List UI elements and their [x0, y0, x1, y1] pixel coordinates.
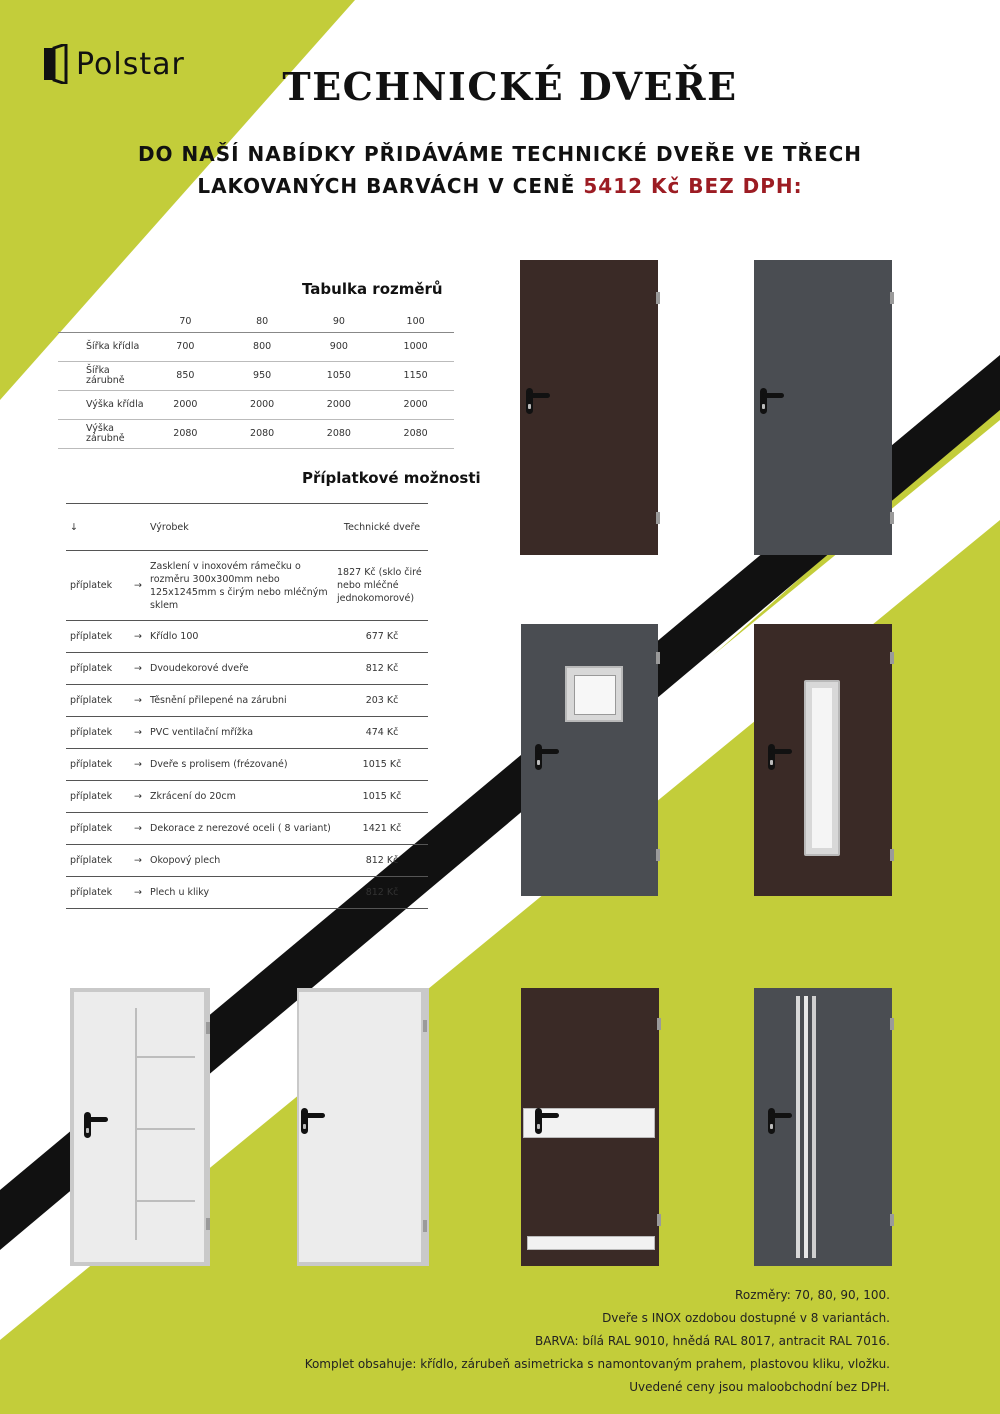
table-cell: 900 [301, 333, 378, 362]
arrow-right-icon: → [133, 781, 149, 813]
option-price: 1015 Kč [336, 781, 428, 813]
subtitle-line-2 [130, 170, 870, 202]
door-brown-inox-decor [521, 988, 659, 1266]
table-row [66, 877, 428, 909]
hinge [890, 849, 894, 861]
page-title: TECHNICKÉ DVEŘE [282, 64, 738, 109]
brand-name: Polstar [76, 46, 185, 82]
door-white-plain [297, 988, 429, 1266]
row-label: Výška křídla [58, 391, 147, 420]
option-price: 203 Kč [336, 685, 428, 717]
hinge [656, 652, 660, 664]
row-prefix: příplatek [66, 845, 133, 877]
hinge [423, 1020, 427, 1032]
option-item: Dveře s prolisem (frézované) [149, 749, 336, 781]
square-window [565, 666, 623, 722]
hinge [890, 652, 894, 664]
options-table [66, 503, 428, 909]
door-handle-icon [760, 388, 784, 420]
size-table-corner [58, 310, 147, 333]
groove [137, 1200, 195, 1202]
inox-bar [804, 996, 808, 1258]
subtitle [130, 138, 870, 202]
door-brown-tall-window [754, 624, 892, 896]
door-handle-icon [535, 1108, 559, 1140]
tall-window [804, 680, 840, 856]
arrow-right-icon: → [133, 621, 149, 653]
option-item: Dvoudekorové dveře [149, 653, 336, 685]
footer-line: Rozměry: 70, 80, 90, 100. [735, 1288, 890, 1302]
groove [137, 1128, 195, 1130]
option-price: 1015 Kč [336, 749, 428, 781]
table-cell: 2080 [301, 420, 378, 449]
row-prefix: příplatek [66, 551, 133, 621]
arrow-right-icon: → [133, 717, 149, 749]
arrow-right-icon: → [133, 685, 149, 717]
door-handle-icon [535, 744, 559, 776]
size-table-title: Tabulka rozměrů [302, 280, 443, 298]
door-anthracite-plain [754, 260, 892, 555]
table-row [58, 362, 454, 391]
door-anthracite-vertical-inox [754, 988, 892, 1266]
subtitle-line-2-prefix: LAKOVANÝCH BARVÁCH V CENĚ [197, 174, 576, 198]
table-row [66, 781, 428, 813]
option-price: 1827 Kč (sklo čiré nebo mléčné jednokomorové) [336, 551, 428, 621]
option-item: Okopový plech [149, 845, 336, 877]
door-white-routed [70, 988, 210, 1266]
inox-bar [796, 996, 800, 1258]
hinge [206, 1022, 210, 1034]
option-item: Dekorace z nerezové oceli ( 8 variant) [149, 813, 336, 845]
hinge [890, 512, 894, 524]
table-cell: 2080 [147, 420, 224, 449]
header-arrow: ↓ [66, 504, 133, 551]
table-row [66, 749, 428, 781]
row-prefix: příplatek [66, 749, 133, 781]
groove [137, 1056, 195, 1058]
row-prefix: příplatek [66, 653, 133, 685]
header-product: Výrobek [149, 504, 336, 551]
option-item: Zasklení v inoxovém rámečku o rozměru 300x300mm nebo 125x1245mm s čirým nebo mléčným sklem [149, 551, 336, 621]
door-handle-icon [768, 744, 792, 776]
table-row [66, 685, 428, 717]
option-price: 1421 Kč [336, 813, 428, 845]
subtitle-line-1: DO NAŠÍ NABÍDKY PŘIDÁVÁME TECHNICKÉ DVEŘE VE TŘECH [137, 142, 863, 166]
option-price: 474 Kč [336, 717, 428, 749]
size-col-header: 90 [301, 310, 378, 333]
arrow-right-icon: → [133, 845, 149, 877]
arrow-right-icon: → [133, 813, 149, 845]
hinge [656, 292, 660, 304]
table-cell: 2080 [224, 420, 301, 449]
table-row [66, 653, 428, 685]
size-col-header: 70 [147, 310, 224, 333]
option-item: Zkrácení do 20cm [149, 781, 336, 813]
option-item: Plech u kliky [149, 877, 336, 909]
door-anthracite-square-window [521, 624, 658, 896]
table-cell: 950 [224, 362, 301, 391]
arrow-right-icon: → [133, 877, 149, 909]
table-cell: 800 [224, 333, 301, 362]
row-label: Šířka křídla [58, 333, 147, 362]
table-row [58, 391, 454, 420]
table-cell: 2000 [301, 391, 378, 420]
table-cell: 2000 [147, 391, 224, 420]
row-label: Šířka zárubně [58, 362, 147, 391]
table-cell: 2080 [377, 420, 454, 449]
footer-line: BARVA: bílá RAL 9010, hnědá RAL 8017, antracit RAL 7016. [534, 1334, 890, 1348]
door-handle-icon [526, 388, 550, 420]
footer-line: Uvedené ceny jsou maloobchodní bez DPH. [629, 1380, 890, 1394]
table-cell: 2000 [377, 391, 454, 420]
row-label: Výška zárubně [58, 420, 147, 449]
door-handle-icon [768, 1108, 792, 1140]
door-handle-icon [84, 1112, 108, 1144]
table-row [66, 813, 428, 845]
table-row [58, 420, 454, 449]
hinge [657, 1214, 661, 1226]
table-cell: 2000 [224, 391, 301, 420]
inox-bar [812, 996, 816, 1258]
kick-plate [527, 1236, 655, 1250]
table-row [58, 333, 454, 362]
hinge [423, 1220, 427, 1232]
table-cell: 700 [147, 333, 224, 362]
arrow-right-icon: → [133, 653, 149, 685]
size-col-header: 100 [377, 310, 454, 333]
row-prefix: příplatek [66, 621, 133, 653]
option-item: PVC ventilační mřížka [149, 717, 336, 749]
hinge [890, 292, 894, 304]
row-prefix: příplatek [66, 717, 133, 749]
options-table-header [66, 504, 428, 551]
table-row [66, 717, 428, 749]
subtitle-price: 5412 Kč BEZ DPH: [583, 174, 803, 198]
row-prefix: příplatek [66, 685, 133, 717]
option-price: 812 Kč [336, 845, 428, 877]
header-price: Technické dveře [336, 504, 428, 551]
row-prefix: příplatek [66, 877, 133, 909]
footer-notes [300, 1284, 890, 1399]
size-table-header [58, 310, 454, 333]
options-table-title: Příplatkové možnosti [302, 469, 481, 487]
groove [135, 1008, 137, 1240]
hinge [657, 1018, 661, 1030]
table-row [66, 845, 428, 877]
arrow-right-icon: → [133, 551, 149, 621]
arrow-right-icon: → [133, 749, 149, 781]
option-price: 812 Kč [336, 877, 428, 909]
row-prefix: příplatek [66, 813, 133, 845]
table-cell: 850 [147, 362, 224, 391]
hinge [656, 512, 660, 524]
table-row [66, 621, 428, 653]
row-prefix: příplatek [66, 781, 133, 813]
table-cell: 1050 [301, 362, 378, 391]
hinge [206, 1218, 210, 1230]
hinge [656, 849, 660, 861]
table-row [66, 551, 428, 621]
hinge [890, 1018, 894, 1030]
door-brown-plain [520, 260, 658, 555]
hinge [890, 1214, 894, 1226]
footer-line: Dveře s INOX ozdobou dostupné v 8 variantách. [602, 1311, 890, 1325]
size-col-header: 80 [224, 310, 301, 333]
option-item: Křídlo 100 [149, 621, 336, 653]
table-cell: 1150 [377, 362, 454, 391]
option-price: 812 Kč [336, 653, 428, 685]
door-handle-icon [301, 1108, 325, 1140]
footer-line: Komplet obsahuje: křídlo, zárubeň asimetricka s namontovaným prahem, plastovou kliku, vložku. [304, 1357, 890, 1371]
option-item: Těsnění přilepené na zárubni [149, 685, 336, 717]
option-price: 677 Kč [336, 621, 428, 653]
table-cell: 1000 [377, 333, 454, 362]
size-table [58, 310, 454, 449]
